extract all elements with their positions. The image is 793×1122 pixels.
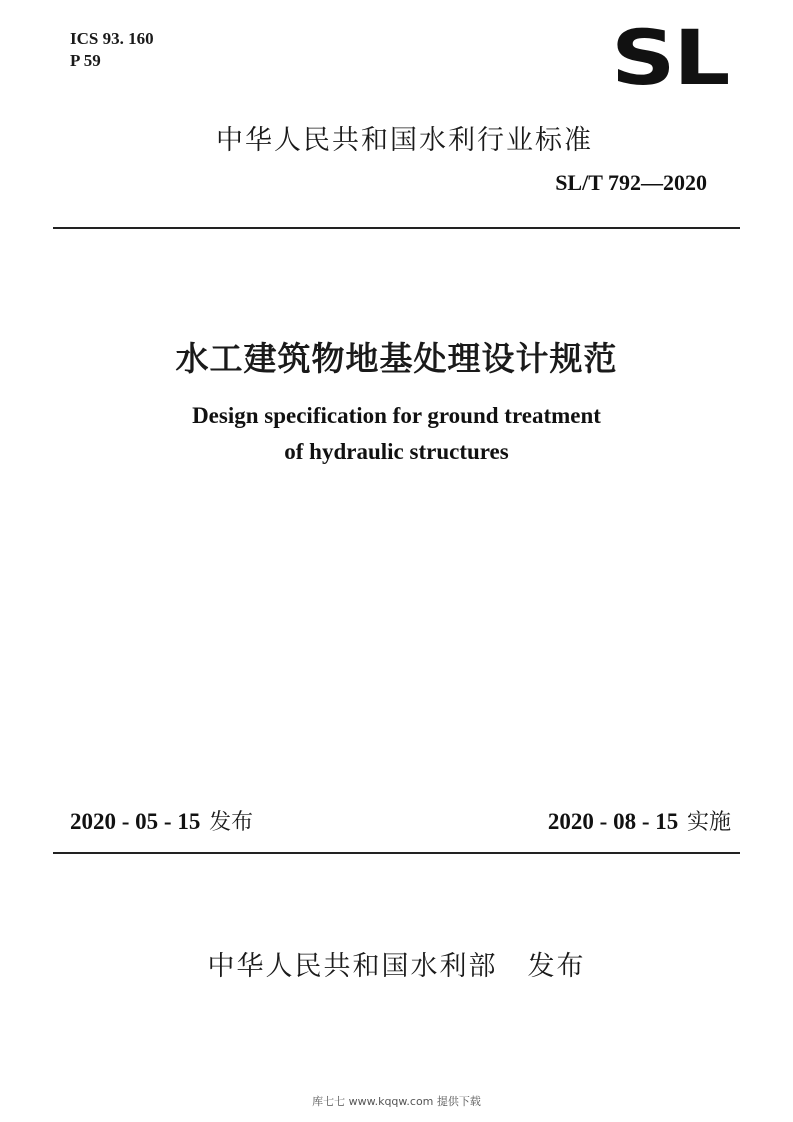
top-divider bbox=[53, 227, 740, 229]
classification-codes bbox=[70, 28, 154, 72]
standard-number: SL/T 792—2020 bbox=[555, 170, 707, 195]
ics-code: ICS 93. 160 bbox=[70, 29, 154, 48]
issue-date: 2020 - 05 - 15 bbox=[70, 809, 201, 834]
implement-date: 2020 - 08 - 15 bbox=[547, 809, 679, 834]
industry-standard-text: 中华人民共和国水利行业标准 bbox=[216, 125, 593, 156]
publisher-action: 发布 bbox=[527, 951, 586, 982]
download-watermark: 库七七 www.kqqw.com 提供下载 bbox=[312, 1095, 481, 1108]
industry-standard-heading bbox=[0, 118, 793, 157]
publisher-name: 中华人民共和国水利部 bbox=[207, 951, 498, 982]
title-english-line2: of hydraulic structures bbox=[284, 439, 509, 464]
sl-logo: SL bbox=[611, 13, 729, 102]
title-chinese: 水工建筑物地基处理设计规范 bbox=[175, 339, 618, 378]
implement-label: 实施 bbox=[686, 810, 731, 835]
title-english bbox=[0, 398, 793, 470]
title-english-line1: Design specification for ground treatment bbox=[192, 403, 601, 428]
issue-date-block bbox=[70, 805, 253, 836]
issue-label: 发布 bbox=[209, 810, 254, 835]
implement-date-block bbox=[548, 805, 731, 836]
p-code: P 59 bbox=[70, 51, 101, 70]
bottom-divider bbox=[53, 852, 740, 854]
publisher-line bbox=[0, 944, 793, 983]
